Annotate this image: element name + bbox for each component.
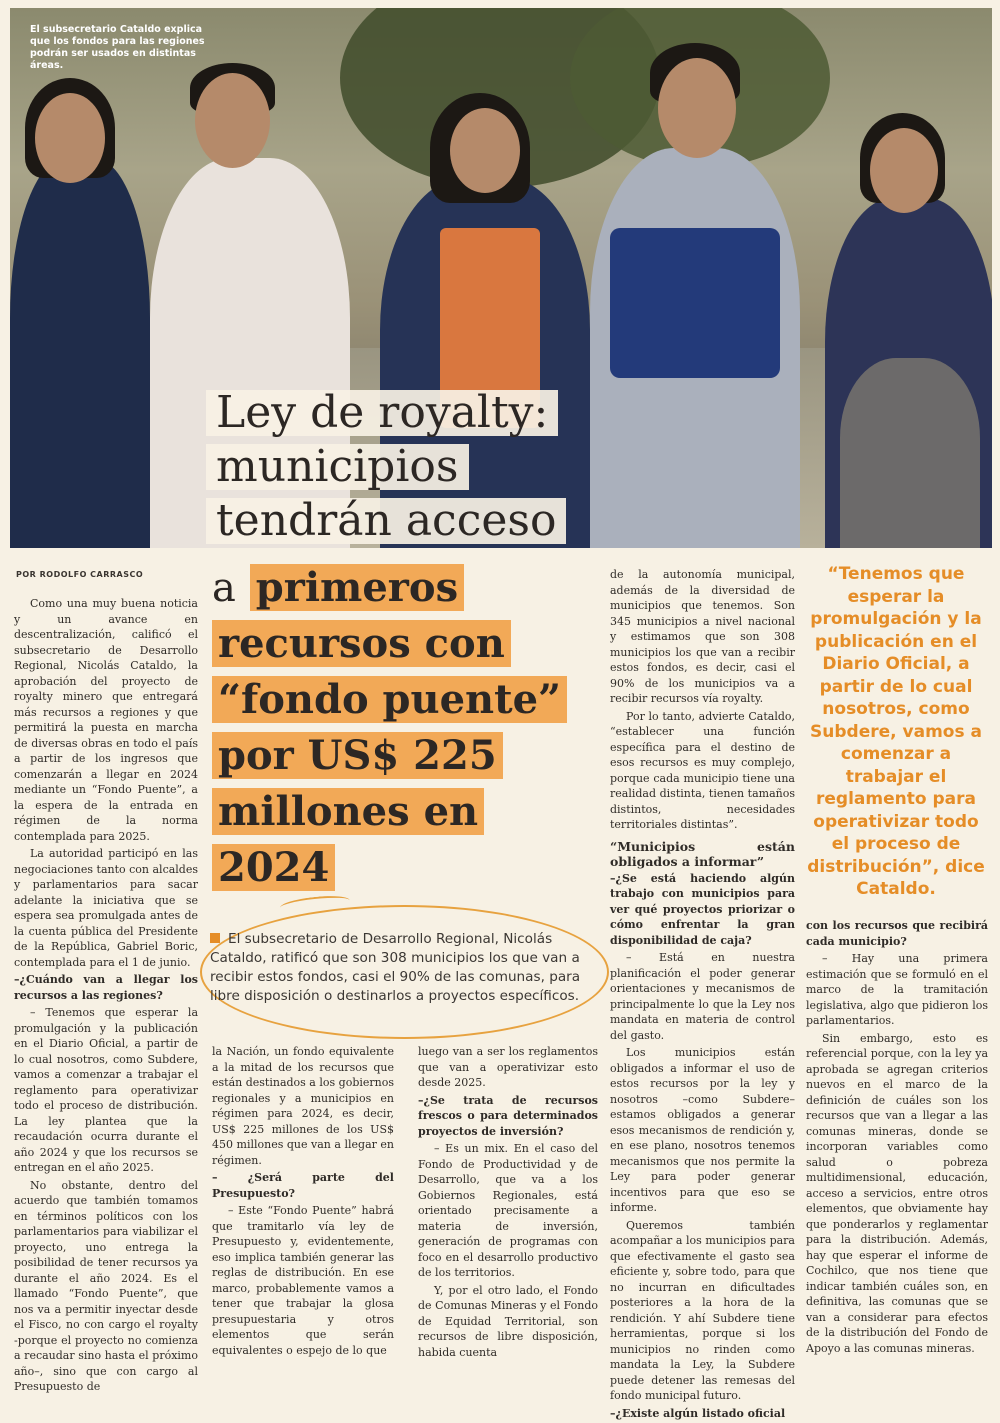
headline-line-4 — [212, 728, 503, 784]
square-bullet-icon — [210, 933, 220, 943]
paragraph: Sin embargo, esto es referencial porque, con la ley ya aprobada se agregan criterios nuevos en el marco de la definición de cuáles son los recursos que van a llegar a las comunas mineras, donde se incorporan variables como salud o pobreza multidimensional, educación, acceso a servicios, entre otros elementos, que obviamente hay que ponderarlos y reglamentar para la distribución. Además, hay que esperar el informe de Cochilco, que nos tiene que indicar también cuáles son, en definitiva, las comunas que se van a considerar para efectos de la distribución del Fondo de Apoyo a las comunas mineras. — [806, 1031, 988, 1355]
paragraph: Y, por el otro lado, el Fondo de Comunas Mineras y el Fondo de Equidad Territorial, son recursos de libre disposición, habida cuenta — [418, 1283, 598, 1359]
paragraph: – Tenemos que esperar la promulgación y la publicación en el Diario Oficial, a partir de lo cual nosotros, como Subdere, vamos a comenzar a trabajar el reglamento para operativizar todo el proceso de distribución. La ley plantea que la recaudación ocurra durante el año 2024 y que los recursos se entregan en el año 2025. — [14, 1006, 198, 1174]
paragraph: de la autonomía municipal, además de la diversidad de municipios que tenemos. Son 345 municipios a nivel nacional y estimamos que son 308 municipios los que van a recibir estos fondos, es decir, casi el 90% de los municipios va a recibir recursos vía royalty. — [610, 568, 795, 705]
paragraph: – Es un mix. En el caso del Fondo de Productividad y de Desarrollo, que va a los Gobiernos Regionales, está orientado precisamente a materia de inversión, generación de programas con foco en el desarrollo productivo de los territorios. — [418, 1142, 598, 1279]
headline-text: millones en — [212, 788, 484, 835]
headline-text: recursos con — [212, 620, 511, 667]
paragraph: La autoridad participó en las negociaciones tanto con alcaldes y parlamentarios para sacar adelante la iniciativa que se espera sea promulgada antes de la cuenta pública del Presidente de la República, Gabriel Boric, contemplada para el 1 de junio. — [14, 847, 199, 969]
headline-line-6 — [212, 840, 335, 896]
headline-line-1 — [212, 560, 464, 616]
paragraph: – Hay una primera estimación que se formuló en el marco de la tramitación legislativa, algo que pidieron los parlamentarios. — [806, 952, 988, 1027]
headline-lead: a — [212, 565, 236, 611]
headline-line-5 — [212, 784, 484, 840]
paragraph: – Está en nuestra planificación el poder generar orientaciones y mecanismos de principalmente lo que la Ley nos mandata en materia de control del gasto. — [610, 951, 795, 1042]
title-line-2: municipios — [206, 444, 469, 490]
paragraph: la Nación, un fondo equivalente a la mitad de los recursos que están destinados a los gobiernos regionales y a municipios en régimen para 2024, es decir, US$ 225 millones de los US$ 450 millones que van a llegar en régimen. — [212, 1045, 394, 1167]
subheading: “Municipios están obligados a informar” — [610, 838, 795, 869]
paragraph: – Este “Fondo Puente” habrá que tramitarlo vía ley de Presupuesto y, evidentemente, eso implica también generar las reglas de distribución. En ese marco, probablemente vamos a tener que trabajar la glosa presupuestaria y otros elementos que serán equivalentes o espejo de lo que — [212, 1204, 394, 1357]
paragraph: Por lo tanto, advierte Cataldo, “establecer una función específica para el destino de esos recursos es muy complejo, porque cada municipio tiene una realidad distinta, tienen tamaños distintos, necesidades territoriales distintas”. — [610, 709, 795, 831]
paragraph: Los municipios están obligados a informar el uso de estos recursos por la ley y nosotros –como Subdere– estamos obligados a generar esos mecanismos de rendición y, en ese plano, nosotros tenemos mecanismos que nos permite la Ley para poder generar incentivos para que eso se informe. — [610, 1046, 795, 1214]
article-column-3 — [418, 1044, 598, 1362]
headline-text: 2024 — [212, 844, 335, 891]
article-photo — [10, 8, 992, 548]
interview-question: –¿Existe algún listado oficial — [610, 1406, 786, 1420]
article-column-5 — [806, 918, 988, 1358]
article-column-2 — [212, 1044, 394, 1360]
interview-question: – ¿Será parte del Presupuesto? — [212, 1171, 394, 1200]
article-column-4 — [610, 567, 795, 1423]
byline: POR RODOLFO CARRASCO — [16, 570, 144, 579]
paragraph: Queremos también acompañar a los municipios para que efectivamente el gasto sea eficiente y, sobre todo, para que no incurran en dificultades posteriores a la hora de la rendición. Y ahí Subdere tiene herramientas, porque si los municipios no rinden como mandata la Ley, la Subdere puede detener las remesas del fondo municipal futuro. — [610, 1218, 795, 1402]
interview-question: –¿Cuándo van a llegar los recursos a las regiones? — [14, 973, 198, 1002]
interview-question: con los recursos que recibirá cada municipio? — [806, 919, 988, 948]
headline-text: primeros — [250, 564, 464, 611]
title-line-3: tendrán acceso — [206, 498, 566, 544]
pull-quote: “Tenemos que esperar la promulgación y la publicación en el Diario Oficial, a partir de lo cual nosotros, como Subdere, vamos a comenzar a trabajar el reglamento para operativizar todo el proceso de distribución”, dice Cataldo. — [807, 564, 985, 899]
headline-text: “fondo puente” — [212, 676, 567, 723]
interview-question: –¿Se está haciendo algún trabajo con municipios para ver qué proyectos priorizar o cómo enfrentar la gran disponibilidad de caja? — [610, 871, 795, 947]
headline-text: por US$ 225 — [212, 732, 503, 779]
paragraph: No obstante, dentro del acuerdo que también tomamos en términos políticos con los parlamentarios para viabilizar el proyecto, uno entrega la posibilidad de tener recursos ya durante el año 2024. Es el llamado “Fondo Puente”, que nos va a permitir inyectar desde el Fisco, no con cargo el royalty -porque el proyecto no comienza a recaudar sino hasta el próximo año–, sino que con cargo al Presupuesto de — [14, 1178, 198, 1393]
photo-caption: El subsecretario Cataldo explica que los fondos para las regiones podrán ser usados en distintas áreas. — [30, 24, 205, 71]
headline-line-3 — [212, 672, 567, 728]
headline-line-2 — [212, 616, 511, 672]
article-column-1 — [14, 596, 198, 1397]
highlight-text-block — [210, 930, 605, 1006]
title-line-1: Ley de royalty: — [206, 390, 558, 436]
highlight-text: El subsecretario de Desarrollo Regional, Nicolás Cataldo, ratificó que son 308 municipios los que van a recibir estos fondos, casi el 90% de las comunas, para libre disposición o destinarlos a proyectos específicos. — [210, 931, 581, 1004]
paragraph: luego van a ser los reglamentos que van a operativizar esto desde 2025. — [418, 1045, 598, 1089]
paragraph: Como una muy buena noticia y un avance en descentralización, calificó el subsecretario de Desarrollo Regional, Nicolás Cataldo, la aprobación del proyecto de royalty minero que entregará más recursos a regiones y que permitirá la puesta en marcha de diversas obras en todo el país a partir de los ingresos que comenzarán a llegar en 2024 mediante un “Fondo Puente”, a la espera de la entrada en régimen de la norma contemplada para 2025. — [14, 597, 198, 843]
interview-question: –¿Se trata de recursos frescos o para determinados proyectos de inversión? — [418, 1093, 598, 1138]
